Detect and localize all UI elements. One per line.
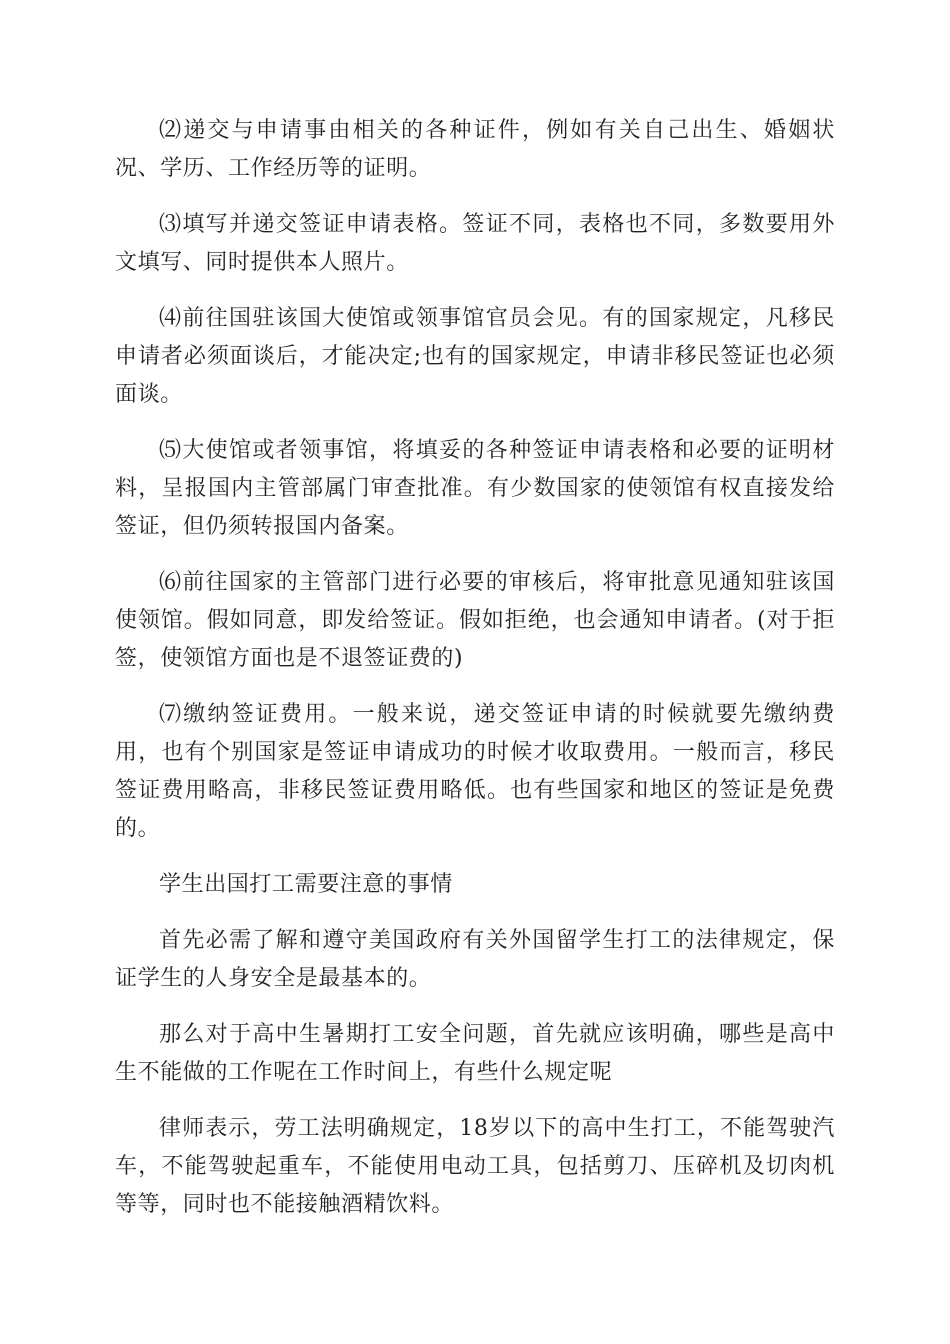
paragraph-safety: 那么对于高中生暑期打工安全问题，首先就应该明确，哪些是高中生不能做的工作呢在工作时间上，有些什么规定呢: [115, 1022, 835, 1085]
paragraph-step-2: ⑵递交与申请事由相关的各种证件，例如有关自己出生、婚姻状况、学历、工作经历等的证明。: [115, 118, 835, 181]
paragraph-lawyer: 律师表示，劳工法明确规定，18岁以下的高中生打工，不能驾驶汽车，不能驾驶起重车，不能使用电动工具，包括剪刀、压碎机及切肉机等等，同时也不能接触酒精饮料。: [115, 1116, 835, 1217]
paragraph-step-4: ⑷前往国驻该国大使馆或领事馆官员会见。有的国家规定，凡移民申请者必须面谈后，才能决定;也有的国家规定，申请非移民签证也必须面谈。: [115, 306, 835, 407]
section-heading: 学生出国打工需要注意的事情: [159, 872, 453, 897]
paragraph-step-6: ⑹前往国家的主管部门进行必要的审核后，将审批意见通知驻该国使领馆。假如同意，即发给签证。假如拒绝，也会通知申请者。(对于拒签，使领馆方面也是不退签证费的): [115, 570, 835, 671]
paragraph-step-7: ⑺缴纳签证费用。一般来说，递交签证申请的时候就要先缴纳费用，也有个别国家是签证申请成功的时候才收取费用。一般而言，移民签证费用略高，非移民签证费用略低。也有些国家和地区的签证是免费的。: [115, 702, 835, 841]
paragraph-laws: 首先必需了解和遵守美国政府有关外国留学生打工的法律规定，保证学生的人身安全是最基本的。: [115, 928, 835, 991]
paragraph-step-5: ⑸大使馆或者领事馆，将填妥的各种签证申请表格和必要的证明材料，呈报国内主管部属门审查批准。有少数国家的使领馆有权直接发给签证，但仍须转报国内备案。: [115, 438, 835, 539]
paragraph-step-3: ⑶填写并递交签证申请表格。签证不同，表格也不同，多数要用外文填写、同时提供本人照片。: [115, 212, 835, 275]
